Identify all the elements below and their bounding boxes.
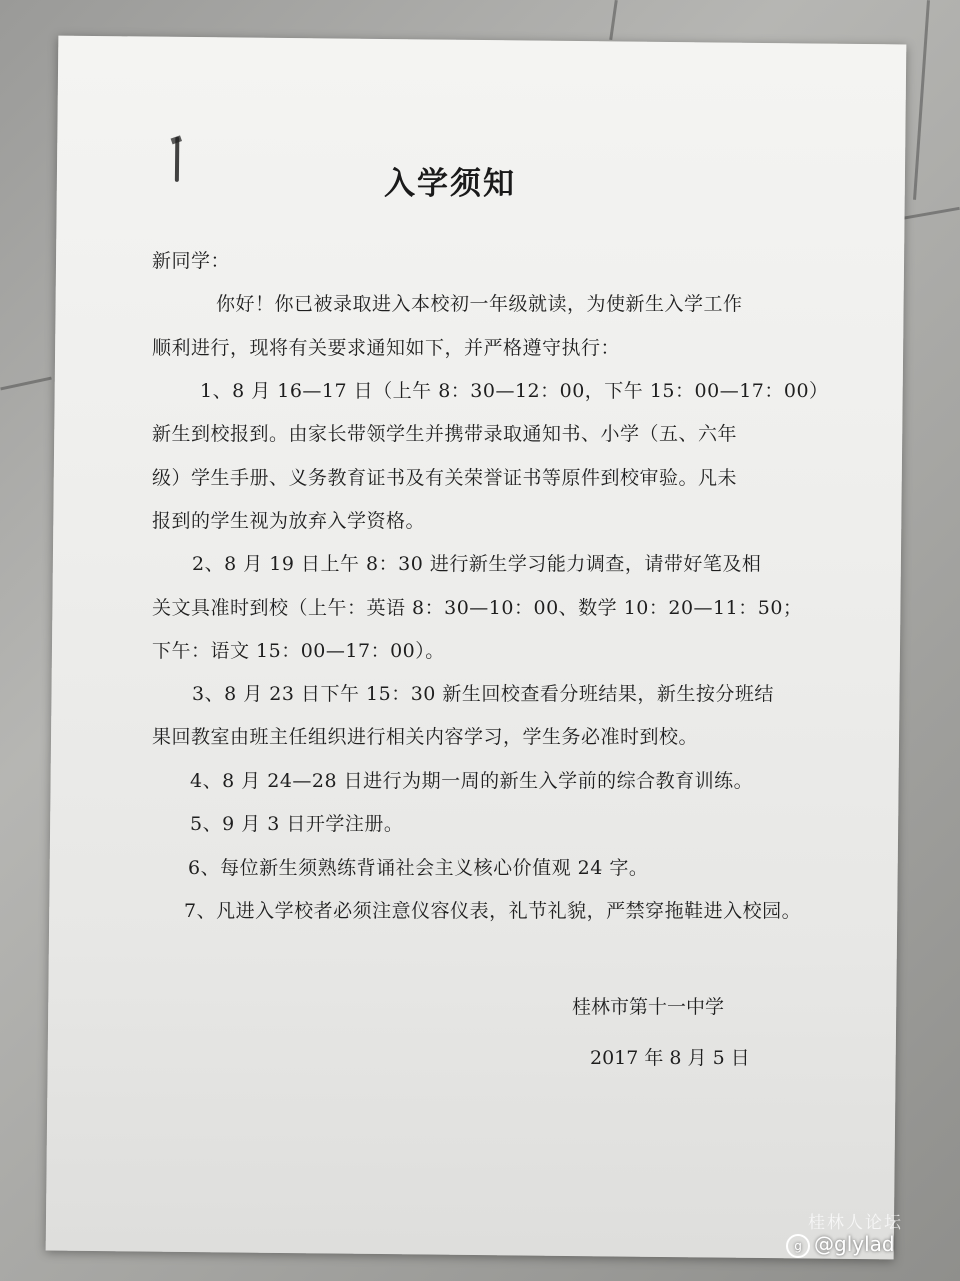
notice-title: 入学须知 [384, 166, 516, 202]
notice-date: 2017 年 8 月 5 日 [590, 1047, 750, 1069]
floor-seam [913, 0, 930, 200]
item-3-line: 果回教室由班主任组织进行相关内容学习，学生务必准时到校。 [152, 726, 699, 748]
greeting: 新同学： [152, 250, 231, 272]
item-2-line: 关文具准时到校（上午：英语 8：30—10：00、数学 10：20—11：50； [152, 597, 803, 619]
item-1-line: 级）学生手册、义务教育证书及有关荣誉证书等原件到校审验。凡未 [152, 467, 738, 489]
item-2-line: 下午：语文 15：00—17：00）。 [152, 640, 445, 662]
item-1-line: 1、8 月 16—17 日（上午 8：30—12：00，下午 15：00—17：00） [200, 380, 829, 402]
item-5: 5、9 月 3 日开学注册。 [190, 813, 404, 835]
intro-line: 你好！你已被录取进入本校初一年级就读，为使新生入学工作 [216, 293, 743, 315]
watermark [786, 1232, 895, 1258]
floor-seam [900, 207, 960, 220]
item-6: 6、每位新生须熟练背诵社会主义核心价值观 24 字。 [188, 857, 649, 879]
watermark-site-name: 桂林人论坛 [808, 1213, 903, 1233]
school-name: 桂林市第十一中学 [572, 996, 725, 1018]
item-4: 4、8 月 24—28 日进行为期一周的新生入学前的综合教育训练。 [190, 770, 754, 792]
g-logo-icon: g [786, 1234, 810, 1258]
floor-seam [0, 377, 51, 391]
item-3-line: 3、8 月 23 日下午 15：30 新生回校查看分班结果，新生按分班结 [192, 683, 774, 705]
item-2-line: 2、8 月 19 日上午 8：30 进行新生学习能力调查，请带好笔及相 [192, 553, 762, 575]
item-1-line: 新生到校报到。由家长带领学生并携带录取通知书、小学（五、六年 [152, 423, 738, 445]
item-1-line: 报到的学生视为放弃入学资格。 [152, 510, 426, 532]
watermark-handle: @glylad [814, 1232, 895, 1256]
floor-seam [609, 0, 618, 40]
item-7: 7、凡进入学校者必须注意仪容仪表，礼节礼貌，严禁穿拖鞋进入校园。 [184, 900, 802, 922]
intro-line: 顺利进行，现将有关要求通知如下，并严格遵守执行： [152, 337, 621, 359]
